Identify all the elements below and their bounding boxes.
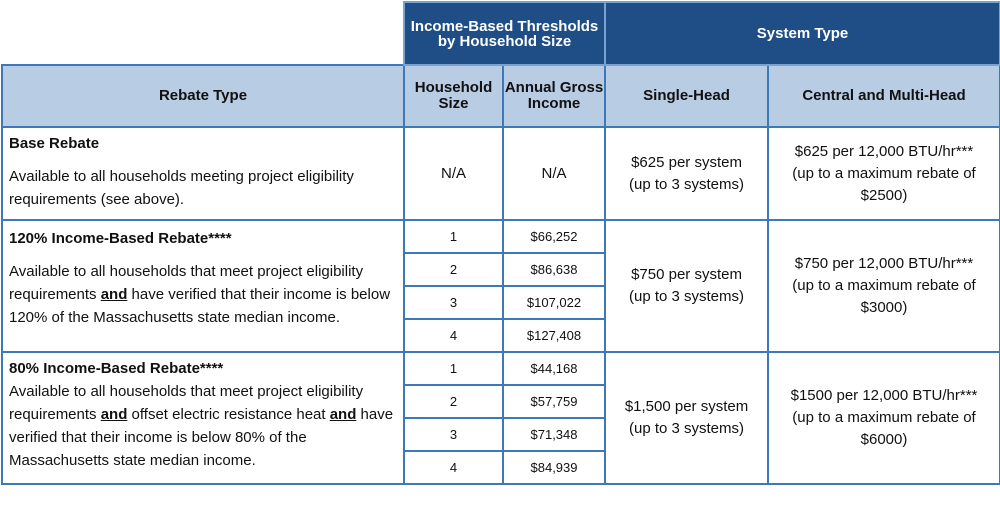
rebate-120-single-head bbox=[605, 220, 768, 352]
rebate-80-central-line3: $6000) bbox=[860, 431, 908, 448]
base-rebate-text: Available to all households meeting project eligibility requirements (see above). bbox=[9, 168, 354, 208]
rebate-120-income: $127,408 bbox=[503, 319, 605, 352]
base-income: N/A bbox=[503, 127, 605, 220]
rebate-80-central-line1: $1500 per 12,000 BTU/hr*** bbox=[790, 387, 978, 404]
rebate-80-central-multi bbox=[768, 352, 1000, 484]
rebate-120-size: 2 bbox=[404, 253, 503, 286]
base-central-multi bbox=[768, 127, 1000, 220]
rebate-120-central-multi bbox=[768, 220, 1000, 352]
base-central-line3: $2500) bbox=[860, 186, 908, 204]
rebate-120-income: $107,022 bbox=[503, 286, 605, 319]
rebate-table bbox=[1, 1, 1000, 485]
rebate-80-text-3: have verified that their income is below 80% of the Massachusetts state median income. bbox=[9, 406, 394, 469]
system-type-header: System Type bbox=[605, 2, 1000, 65]
table-row-base-rebate bbox=[2, 127, 1000, 220]
rebate-120-text-1: Available to all households that meet project eligibility requirements bbox=[9, 263, 364, 303]
base-rebate-title: Base Rebate bbox=[9, 135, 100, 152]
rebate-80-income: $44,168 bbox=[503, 352, 605, 385]
rebate-80-income: $84,939 bbox=[503, 451, 605, 484]
table-row-80-size-1 bbox=[2, 352, 1000, 385]
rebate-80-size: 1 bbox=[404, 352, 503, 385]
rebate-80-and-2: and bbox=[329, 406, 357, 423]
table-row-120-size-1 bbox=[2, 220, 1000, 253]
rebate-80-single-line2: (up to 3 systems) bbox=[628, 420, 745, 437]
base-household-size: N/A bbox=[404, 127, 503, 220]
base-single-line1: $625 per system bbox=[631, 153, 742, 171]
rebate-80-income: $71,348 bbox=[503, 418, 605, 451]
col-header-household-size: Household Size bbox=[404, 65, 503, 127]
rebate-120-single-line2: (up to 3 systems) bbox=[628, 288, 745, 305]
rebate-80-central-line2: (up to a maximum rebate of bbox=[792, 409, 976, 426]
base-rebate-description bbox=[2, 127, 404, 220]
rebate-80-size: 4 bbox=[404, 451, 503, 484]
rebate-120-size: 1 bbox=[404, 220, 503, 253]
rebate-80-size: 2 bbox=[404, 385, 503, 418]
thresholds-header: Income-Based Thresholds by Household Size bbox=[404, 2, 605, 65]
rebate-120-central-line3: $3000) bbox=[860, 299, 908, 316]
base-single-line2: (up to 3 systems) bbox=[628, 175, 745, 193]
rebate-120-description bbox=[2, 220, 404, 352]
rebate-80-text-1: Available to all households that meet project eligibility requirements bbox=[9, 383, 364, 423]
rebate-120-size: 4 bbox=[404, 319, 503, 352]
rebate-80-and-1: and bbox=[100, 406, 128, 423]
rebate-80-title: 80% Income-Based Rebate**** bbox=[9, 360, 224, 377]
rebate-120-title: 120% Income-Based Rebate**** bbox=[9, 230, 232, 247]
rebate-120-size: 3 bbox=[404, 286, 503, 319]
rebate-80-text-2: offset electric resistance heat bbox=[127, 406, 330, 423]
base-central-line2: (up to a maximum rebate of bbox=[792, 164, 976, 182]
rebate-120-central-line2: (up to a maximum rebate of bbox=[792, 277, 976, 294]
rebate-120-income: $86,638 bbox=[503, 253, 605, 286]
rebate-80-single-head bbox=[605, 352, 768, 484]
base-central-line1: $625 per 12,000 BTU/hr*** bbox=[794, 142, 974, 160]
rebate-120-single-line1: $750 per system bbox=[631, 266, 742, 283]
col-header-annual-income: Annual Gross Income bbox=[503, 65, 605, 127]
rebate-120-and: and bbox=[100, 286, 128, 303]
rebate-120-text-2: have verified that their income is below 120% of the Massachusetts state median income. bbox=[9, 286, 391, 326]
col-header-central-multi-head: Central and Multi-Head bbox=[768, 65, 1000, 127]
rebate-80-income: $57,759 bbox=[503, 385, 605, 418]
header-blank-corner bbox=[2, 2, 404, 65]
rebate-80-description bbox=[2, 352, 404, 484]
rebate-120-income: $66,252 bbox=[503, 220, 605, 253]
rebate-80-size: 3 bbox=[404, 418, 503, 451]
rebate-120-central-line1: $750 per 12,000 BTU/hr*** bbox=[794, 255, 974, 272]
col-header-rebate-type: Rebate Type bbox=[2, 65, 404, 127]
col-header-single-head: Single-Head bbox=[605, 65, 768, 127]
rebate-80-single-line1: $1,500 per system bbox=[624, 398, 749, 415]
base-single-head bbox=[605, 127, 768, 220]
